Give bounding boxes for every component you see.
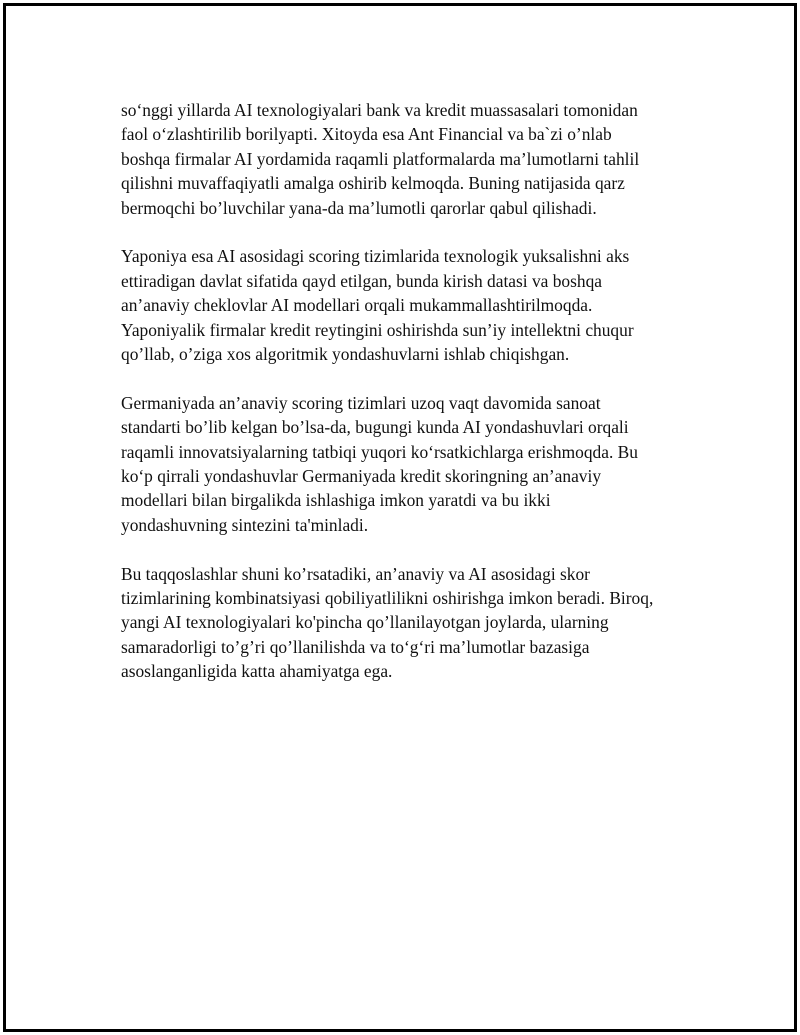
- text-line: yangi AI texnologiyalari ko'pincha qo’llanilayotgan joylarda, ularning: [121, 612, 609, 633]
- text-line: qilishni muvaffaqiyatli amalga oshirib kelmoqda. Buning natijasida qarz: [121, 173, 625, 194]
- document-body: [121, 98, 711, 708]
- paragraph-2: [121, 244, 711, 366]
- text-line: Yaponiyalik firmalar kredit reytingini oshirishda sun’iy intellektni chuqur: [121, 319, 634, 340]
- text-line: modellari bilan birgalikda ishlashiga imkon yaratdi va bu ikki: [121, 490, 551, 511]
- paragraph-1: [121, 98, 711, 220]
- text-line: an’anaviy cheklovlar AI modellari orqali mukammallashtirilmoqda.: [121, 295, 593, 316]
- text-line: Bu taqqoslashlar shuni ko’rsatadiki, an’anaviy va AI asosidagi skor: [121, 563, 590, 584]
- text-line: ko‘p qirrali yondashuvlar Germaniyada kredit skoringning an’anaviy: [121, 466, 602, 487]
- text-line: asoslanganligida katta ahamiyatga ega.: [121, 661, 393, 682]
- text-line: tizimlarining kombinatsiyasi qobiliyatlilikni oshirishga imkon beradi. Biroq,: [121, 588, 654, 609]
- text-line: standarti bo’lib kelgan bo’lsa-da, bugungi kunda AI yondashuvlari orqali: [121, 417, 629, 438]
- text-line: so‘nggi yillarda AI texnologiyalari bank va kredit muassasalari tomonidan: [121, 100, 638, 120]
- text-line: bermoqchi bo’luvchilar yana-da ma’lumotli qarorlar qabul qilishadi.: [121, 197, 597, 218]
- text-line: samaradorligi to’g’ri qo’llanilishda va to‘g‘ri ma’lumotlar bazasiga: [121, 636, 590, 657]
- text-line: qo’llab, o’ziga xos algoritmik yondashuvlarni ishlab chiqishgan.: [121, 344, 570, 365]
- paragraph-4: [121, 562, 711, 684]
- text-line: raqamli innovatsiyalarning tatbiqi yuqori ko‘rsatkichlarga erishmoqda. Bu: [121, 441, 638, 462]
- text-line: ettiradigan davlat sifatida qayd etilgan, bunda kirish datasi va boshqa: [121, 270, 603, 291]
- page-frame: [3, 3, 797, 1032]
- text-line: Yaponiya esa AI asosidagi scoring tizimlarida texnologik yuksalishni aks: [121, 246, 630, 267]
- text-line: yondashuvning sintezini ta'minladi.: [121, 514, 369, 535]
- text-line: faol o‘zlashtirilib borilyapti. Xitoyda esa Ant Financial va ba`zi o’nlab: [121, 124, 612, 145]
- paragraph-3: [121, 391, 711, 537]
- text-line: boshqa firmalar AI yordamida raqamli platformalarda ma’lumotlarni tahlil: [121, 148, 640, 169]
- text-line: Germaniyada an’anaviy scoring tizimlari uzoq vaqt davomida sanoat: [121, 392, 601, 413]
